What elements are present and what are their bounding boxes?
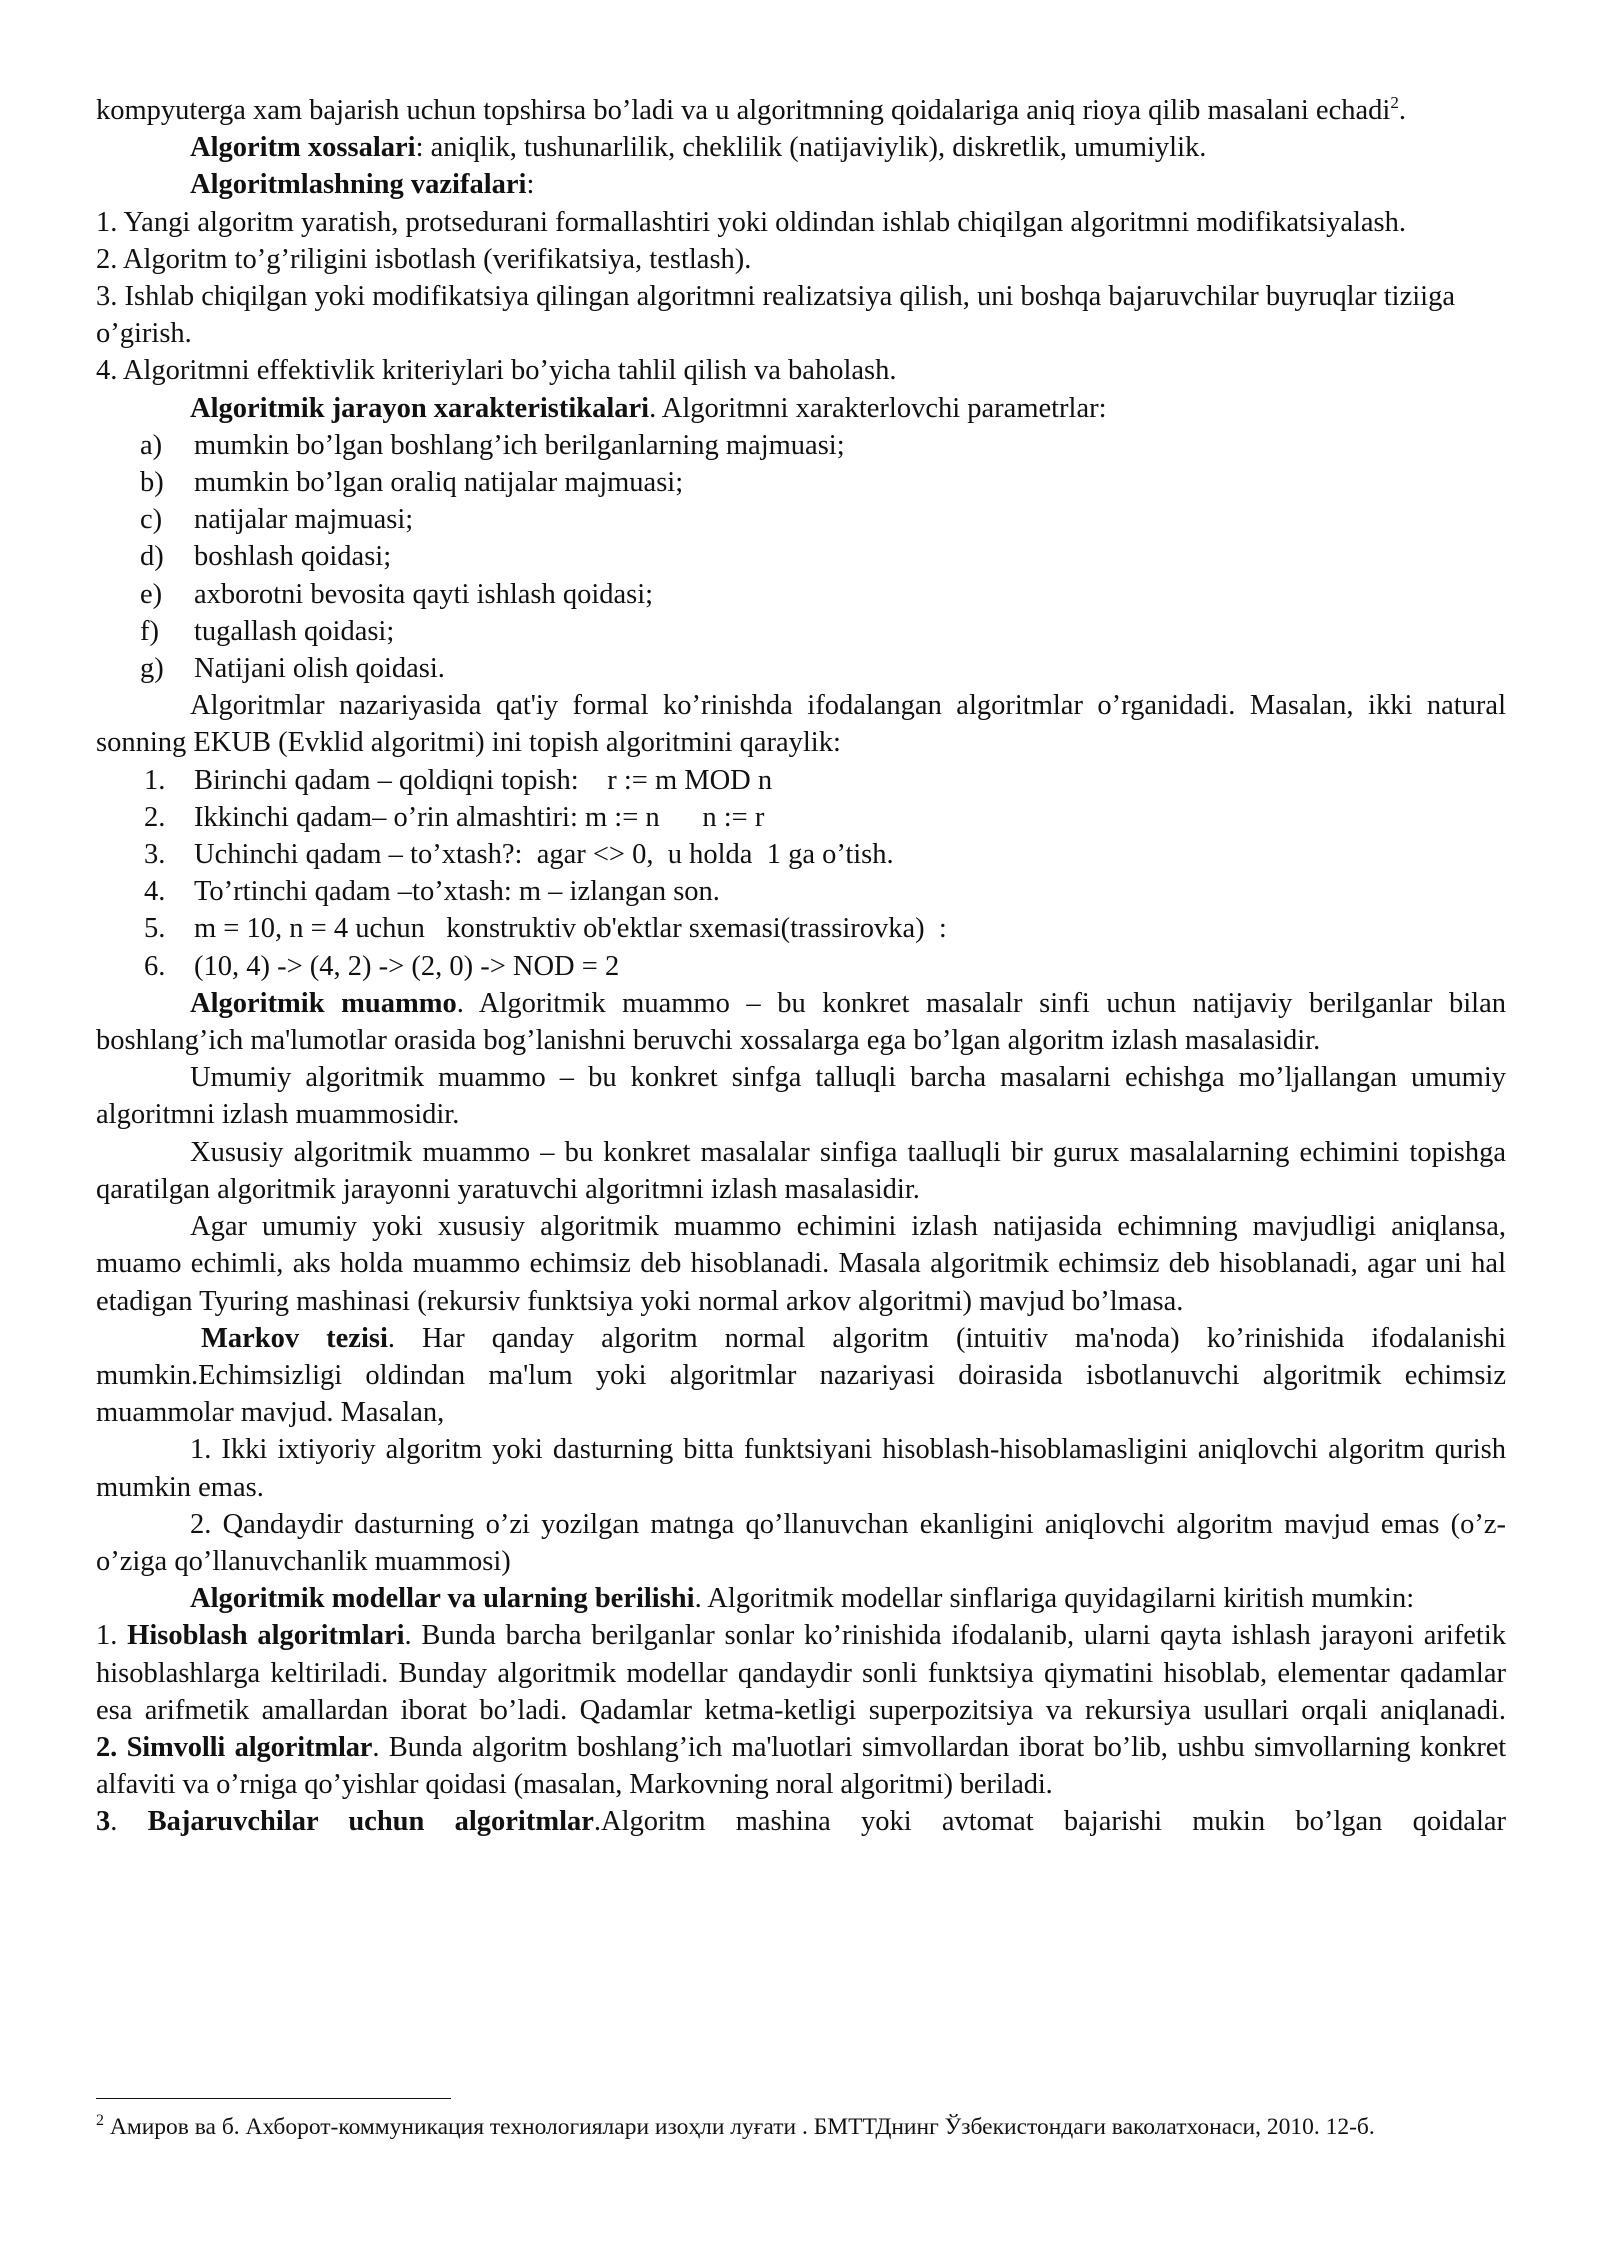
paragraph-text: . Algoritmik modellar sinflariga quyidagilarni kiritish mumkin: bbox=[694, 1583, 1415, 1615]
particular-problem: Xususiy algoritmik muammo – bu konkret masalalar sinfiga taalluqli bir gurux masalalarning echimini topishga qaratilgan algoritmik jarayonni yaratuvchi algoritmni izlash masalasidir. bbox=[96, 1136, 1506, 1205]
list-marker: 2. bbox=[144, 801, 166, 833]
list-item-text: boshlash qoidasi; bbox=[194, 541, 392, 573]
list-marker: 5. bbox=[144, 913, 166, 945]
heading-bold: Algoritmlashning vazifalari bbox=[190, 169, 527, 201]
list-item-text: axborotni bevosita qayti ishlash qoidasi; bbox=[194, 578, 654, 610]
list-item bbox=[96, 910, 1506, 947]
task-item-3: 3. Ishlab chiqilgan yoki modifikatsiya qilingan algoritmni realizatsiya qilish, uni boshqa bajaruvchilar buyruqlar tiziiga o’girish. bbox=[96, 281, 1455, 350]
list-item bbox=[96, 762, 1506, 799]
paragraph-1 bbox=[96, 92, 1506, 129]
paragraph-text: . Bunda barcha berilganlar sonlar ko’rinishida ifodalanib, ularni qayta ishlash jarayoni arifetik hisoblashlarga keltiriladi. Bunday algoritmik modellar qandaydir sonli funktsiya qiymatini hisoblab, elementar qadamlar esa arifmetik amallardan iborat bo’ladi. Qadamlar ketma-ketligi superpozitsiya va rekursiya usullari orqali aniqlanadi. bbox=[96, 1620, 1507, 1726]
list-item bbox=[96, 427, 1506, 464]
footnote-ref: 2 bbox=[1390, 93, 1399, 112]
heading-bold: Algoritmik muammo bbox=[190, 987, 457, 1019]
algorithmic-models bbox=[96, 1580, 1506, 1617]
item-separator: . bbox=[110, 1806, 148, 1838]
paragraph-text: . Algoritmik muammo – bu konkret masalalr sinfi uchun natijaviy berilganlar bilan boshlang’ich ma'lumotlar orasida bog’lanishni beruvchi xossalarga ega bo’lgan algoritm izlash masalasidir. bbox=[96, 987, 1506, 1057]
list-marker: e) bbox=[140, 578, 163, 610]
computational-algorithms bbox=[96, 1617, 1506, 1729]
list-marker: 1. bbox=[144, 764, 166, 796]
footnote bbox=[96, 2110, 1506, 2145]
heading-bold: Algoritm xossalari bbox=[190, 132, 416, 164]
list-item-text: Uchinchi qadam – to’xtash?: agar <> 0, u holda 1 ga o’tish. bbox=[194, 839, 894, 871]
task-item-1: 1. Yangi algoritm yaratish, protsedurani formallashtiri yoki oldindan ishlab chiqilgan algoritmni modifikatsiyalash. bbox=[96, 206, 1406, 238]
list-item-text: mumkin bo’lgan boshlang’ich berilganlarning majmuasi; bbox=[194, 429, 845, 461]
list-marker: 6. bbox=[144, 950, 166, 982]
paragraph-theory: Algoritmlar nazariyasida qat'iy formal ko’rinishda ifodalangan algoritmlar o’rganidadi. Masalan, ikki natural sonning EKUB (Evklid algoritmi) ini topish algoritmini qaraylik: bbox=[96, 690, 1506, 759]
list-marker: c) bbox=[140, 504, 163, 536]
list-marker: f) bbox=[140, 615, 159, 647]
list-marker: d) bbox=[140, 541, 164, 573]
symbolic-algorithms bbox=[96, 1729, 1506, 1803]
task-item-2: 2. Algoritm to’g’riligini isbotlash (verifikatsiya, testlash). bbox=[96, 243, 752, 275]
paragraph-text: . Algoritmni xarakterlovchi parametrlar: bbox=[649, 392, 1107, 424]
list-item bbox=[96, 836, 1506, 873]
list-marker: 4. bbox=[144, 876, 166, 908]
paragraph-text: : bbox=[526, 169, 535, 201]
paragraph-text: . Bunda algoritm boshlang’ich ma'luotlari simvollardan iborat bo’lib, ushbu simvollarning konkret alfaviti va o’rniga qo’yishlar qoidasi (masalan, Markovning noral algoritmi) beriladi. bbox=[96, 1731, 1506, 1801]
list-item-text: (10, 4) -> (4, 2) -> (2, 0) -> NOD = 2 bbox=[194, 950, 620, 982]
list-marker: b) bbox=[140, 467, 164, 499]
algorithm-properties bbox=[96, 129, 1506, 166]
markov-thesis bbox=[96, 1320, 1506, 1432]
paragraph-text: kompyuterga xam bajarish uchun topshirsa bo’ladi va u algoritmning qoidalariga aniq rioya qilib masalani echadi bbox=[96, 95, 1391, 126]
process-characteristics bbox=[96, 390, 1506, 427]
algorithmic-problem bbox=[96, 985, 1506, 1059]
list-item-text: Natijani olish qoidasi. bbox=[194, 653, 445, 685]
heading-bold: Algoritmik modellar va ularning berilishi bbox=[190, 1583, 695, 1615]
list-item bbox=[96, 501, 1506, 538]
heading-bold: Algoritmik jarayon xarakteristikalari bbox=[190, 392, 650, 424]
parameter-list bbox=[96, 427, 1506, 687]
list-item bbox=[96, 799, 1506, 836]
list-item-text: natijalar majmuasi; bbox=[194, 504, 414, 536]
list-item bbox=[96, 613, 1506, 650]
list-marker: g) bbox=[140, 653, 164, 685]
heading-bold: Bajaruvchilar uchun algoritmlar bbox=[147, 1806, 594, 1838]
footnote-text: Амиров ва б. Ахборот-коммуникация технологиялари изоҳли луғати . БМТТДнинг Ўзбекистондаги ваколатхонаси, 2010. 12-б. bbox=[104, 2114, 1375, 2140]
list-item-text: To’rtinchi qadam –to’xtash: m – izlangan son. bbox=[194, 876, 720, 908]
list-marker: a) bbox=[140, 429, 163, 461]
list-item bbox=[96, 576, 1506, 613]
footnote-separator bbox=[96, 2098, 451, 2099]
list-item bbox=[96, 538, 1506, 575]
document-page bbox=[96, 92, 1506, 1841]
paragraph-text: .Algoritm mashina yoki avtomat bajarishi mukin bo’lgan qoidalar bbox=[593, 1806, 1506, 1838]
list-item bbox=[96, 650, 1506, 687]
example-1: 1. Ikki ixtiyoriy algoritm yoki dasturning bitta funktsiyani hisoblash-hisoblamasligini aniqlovchi algoritm qurish mumkin emas. bbox=[96, 1434, 1506, 1503]
heading-bold: Hisoblash algoritmlari bbox=[127, 1620, 405, 1652]
euclid-steps-list bbox=[96, 762, 1506, 985]
example-2: 2. Qandaydir dasturning o’zi yozilgan matnga qo’llanuvchan ekanligini aniqlovchi algoritm mavjud emas (o’z-o’ziga qo’llanuvchanlik muammosi) bbox=[96, 1508, 1506, 1577]
algorithmization-tasks-heading bbox=[96, 166, 1506, 203]
list-item-text: tugallash qoidasi; bbox=[194, 615, 395, 647]
list-item-text: m = 10, n = 4 uchun konstruktiv ob'ektlar sxemasi(trassirovka) : bbox=[194, 913, 947, 945]
list-item bbox=[96, 464, 1506, 501]
paragraph-text: : aniqlik, tushunarlilik, cheklilik (natijaviylik), diskretlik, umumiylik. bbox=[415, 132, 1207, 164]
solvability-paragraph: Agar umumiy yoki xususiy algoritmik muammo echimini izlash natijasida echimning mavjudligi aniqlansa, muamo echimli, aks holda muammo echimsiz deb hisoblanadi. Masala algoritmik echimsiz deb hisoblanadi, agar uni hal etadigan Tyuring mashinasi (rekursiv funktsiya yoki normal arkov algoritmi) mavjud bo’lmasa. bbox=[96, 1211, 1506, 1317]
paragraph-text: . Har qanday algoritm normal algoritm (intuitiv ma'noda) ko’rinishida ifodalanishi mumkin.Echimsizligi oldindan ma'lum yoki algoritmlar nazariyasi doirasida isbotlanuvchi algoritmik echimsiz muammolar mavjud. Masalan, bbox=[96, 1322, 1506, 1429]
general-problem: Umumiy algoritmik muammo – bu konkret sinfga talluqli barcha masalarni echishga mo’ljallangan umumiy algoritmni izlash muammosidir. bbox=[96, 1062, 1506, 1131]
item-number: 1. bbox=[96, 1620, 128, 1652]
footnote-number: 2 bbox=[96, 2112, 104, 2129]
list-item-text: Ikkinchi qadam– o’rin almashtiri: m := n n := r bbox=[194, 801, 765, 833]
list-item-text: Birinchi qadam – qoldiqni topish: r := m MOD n bbox=[194, 764, 773, 796]
heading-bold: 2. Simvolli algoritmlar bbox=[96, 1731, 373, 1763]
item-number: 3 bbox=[96, 1806, 111, 1838]
heading-bold: Markov tezisi bbox=[201, 1322, 388, 1354]
executor-algorithms bbox=[96, 1803, 1506, 1840]
list-item-text: mumkin bo’lgan oraliq natijalar majmuasi; bbox=[194, 467, 684, 499]
list-item bbox=[96, 948, 1506, 985]
task-item-4: 4. Algoritmni effektivlik kriteriylari bo’yicha tahlil qilish va baholash. bbox=[96, 355, 897, 387]
list-marker: 3. bbox=[144, 839, 166, 871]
list-item bbox=[96, 873, 1506, 910]
paragraph-end: . bbox=[1398, 95, 1406, 126]
